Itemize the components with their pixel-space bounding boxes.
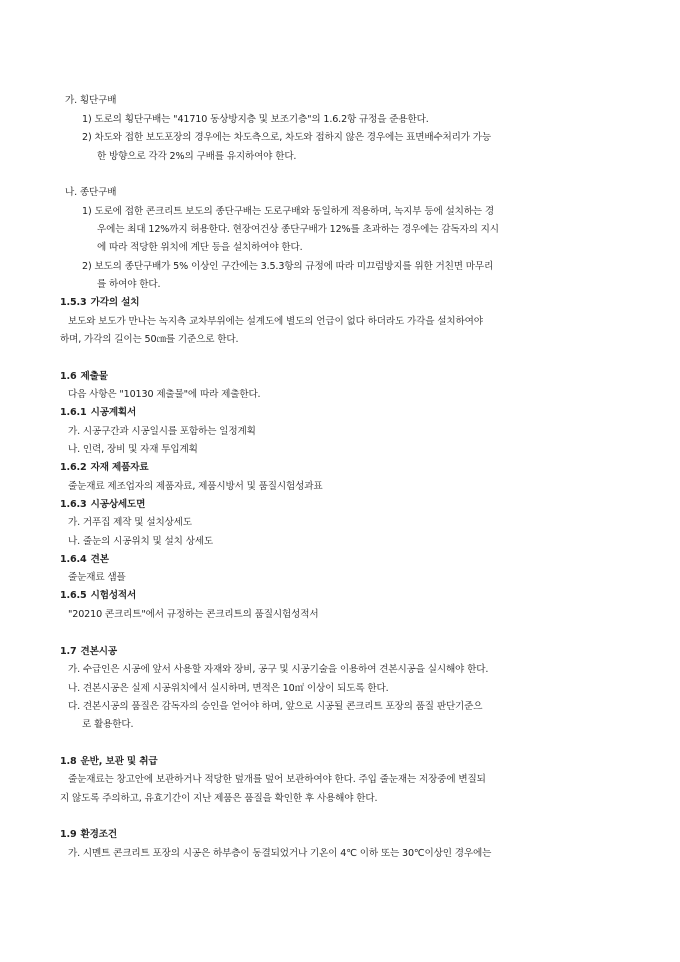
item-ga-1: 1) 도로의 횡단구배는 "41710 동상방지층 및 보조기층"의 1.6.2항 규정을 준용한다. bbox=[82, 114, 429, 125]
heading-number: 1.7 bbox=[60, 646, 77, 657]
heading-1-5-3 bbox=[60, 296, 139, 310]
heading-number: 1.6.5 bbox=[60, 590, 87, 601]
heading-number: 1.6.3 bbox=[60, 499, 87, 510]
heading-title: 시공계획서 bbox=[90, 407, 137, 418]
heading-title: 환경조건 bbox=[80, 829, 118, 840]
heading-1-6-3 bbox=[60, 498, 145, 512]
heading-title: 자재 제품자료 bbox=[90, 462, 149, 473]
item-na-2-line1: 2) 보도의 종단구배가 5% 이상인 구간에는 3.5.3항의 규정에 따라 미끄럼방지를 위한 거친면 마무리 bbox=[82, 261, 494, 272]
paragraph-1-6: 다음 사항은 "10130 제출물"에 따라 제출한다. bbox=[68, 389, 261, 400]
item-na-1-line2: 우에는 최대 12%까지 허용한다. 현장여건상 종단구배가 12%를 초과하는 경우에는 감독자의 지시 bbox=[97, 224, 499, 235]
heading-1-6 bbox=[60, 370, 108, 384]
paragraph-1-8-line1: 줄눈재료는 창고안에 보관하거나 적당한 덮개를 덮어 보관하여야 한다. 주입 줄눈재는 저장중에 변질되 bbox=[68, 774, 486, 785]
heading-number: 1.6.2 bbox=[60, 462, 87, 473]
item-1-6-3-na: 나. 줄눈의 시공위치 및 설치 상세도 bbox=[68, 536, 214, 547]
heading-number: 1.8 bbox=[60, 756, 77, 767]
heading-1-6-1 bbox=[60, 406, 136, 420]
paragraph-1-8-line2: 지 않도록 주의하고, 유효기간이 지난 제품은 품질을 확인한 후 사용해야 한다. bbox=[60, 793, 378, 804]
heading-1-6-5 bbox=[60, 589, 136, 603]
item-ga-2-line2: 한 방향으로 각각 2%의 구배를 유지하여야 한다. bbox=[97, 151, 297, 162]
heading-title: 제출물 bbox=[80, 371, 108, 382]
item-1-6-3-ga: 가. 거푸집 제작 및 설치상세도 bbox=[68, 517, 192, 528]
item-1-7-ga: 가. 수급인은 시공에 앞서 사용할 자재와 장비, 공구 및 시공기술을 이용하여 견본시공을 실시해야 한다. bbox=[68, 664, 489, 675]
paragraph-1-6-4: 줄눈재료 샘플 bbox=[68, 572, 126, 583]
item-1-6-1-na: 나. 인력, 장비 및 자재 투입계획 bbox=[68, 444, 198, 455]
item-1-7-na: 나. 견본시공은 실제 시공위치에서 실시하며, 면적은 10㎡ 이상이 되도록 한다. bbox=[68, 683, 389, 694]
item-na-1-line1: 1) 도로에 접한 콘크리트 보도의 종단구배는 도로구배와 동일하게 적용하며, 녹지부 등에 설치하는 경 bbox=[82, 206, 494, 217]
heading-title: 견본 bbox=[90, 554, 109, 565]
item-na-2-line2: 를 하여야 한다. bbox=[97, 279, 161, 290]
heading-1-6-2 bbox=[60, 461, 148, 475]
paragraph-1-6-2: 줄눈재료 제조업자의 제품자료, 제품시방서 및 품질시험성과표 bbox=[68, 481, 323, 492]
heading-1-9 bbox=[60, 828, 117, 842]
heading-title: 시공상세도면 bbox=[90, 499, 146, 510]
heading-1-8 bbox=[60, 755, 157, 769]
item-1-7-da-line1: 다. 견본시공의 품질은 감독자의 승인을 얻어야 하며, 앞으로 시공될 콘크리트 포장의 품질 판단기준으 bbox=[68, 701, 483, 712]
heading-number: 1.6 bbox=[60, 371, 77, 382]
item-1-7-da-line2: 로 활용한다. bbox=[82, 719, 134, 730]
heading-title: 운반, 보관 및 취급 bbox=[80, 756, 158, 767]
item-na-1-line3: 에 따라 적당한 위치에 계단 등을 설치하여야 한다. bbox=[97, 242, 303, 253]
heading-title: 견본시공 bbox=[80, 646, 118, 657]
item-1-9-ga: 가. 시멘트 콘크리트 포장의 시공은 하부층이 동결되었거나 기온이 4℃ 이하 또는 30℃이상인 경우에는 bbox=[68, 848, 492, 859]
subsection-ga-crossfall-title: 가. 횡단구배 bbox=[65, 95, 117, 106]
heading-number: 1.5.3 bbox=[60, 297, 87, 308]
heading-number: 1.9 bbox=[60, 829, 77, 840]
paragraph-1-5-3-line1: 보도와 보도가 만나는 녹지측 교차부위에는 설계도에 별도의 언급이 없다 하더라도 가각을 설치하여야 bbox=[68, 316, 483, 327]
item-ga-2-line1: 2) 차도와 접한 보도포장의 경우에는 차도측으로, 차도와 접하지 않은 경우에는 표면배수처리가 가능 bbox=[82, 132, 492, 143]
paragraph-1-5-3-line2: 하며, 가각의 길이는 50㎝를 기준으로 한다. bbox=[60, 334, 239, 345]
heading-number: 1.6.1 bbox=[60, 407, 87, 418]
item-1-6-1-ga: 가. 시공구간과 시공일시를 포함하는 일정계획 bbox=[68, 426, 256, 437]
heading-title: 시험성적서 bbox=[90, 590, 137, 601]
heading-number: 1.6.4 bbox=[60, 554, 87, 565]
subsection-na-slope-title: 나. 종단구배 bbox=[65, 187, 117, 198]
paragraph-1-6-5: "20210 콘크리트"에서 규정하는 콘크리트의 품질시험성적서 bbox=[68, 609, 319, 620]
heading-title: 가각의 설치 bbox=[90, 297, 140, 308]
heading-1-6-4 bbox=[60, 553, 109, 567]
heading-1-7 bbox=[60, 645, 117, 659]
